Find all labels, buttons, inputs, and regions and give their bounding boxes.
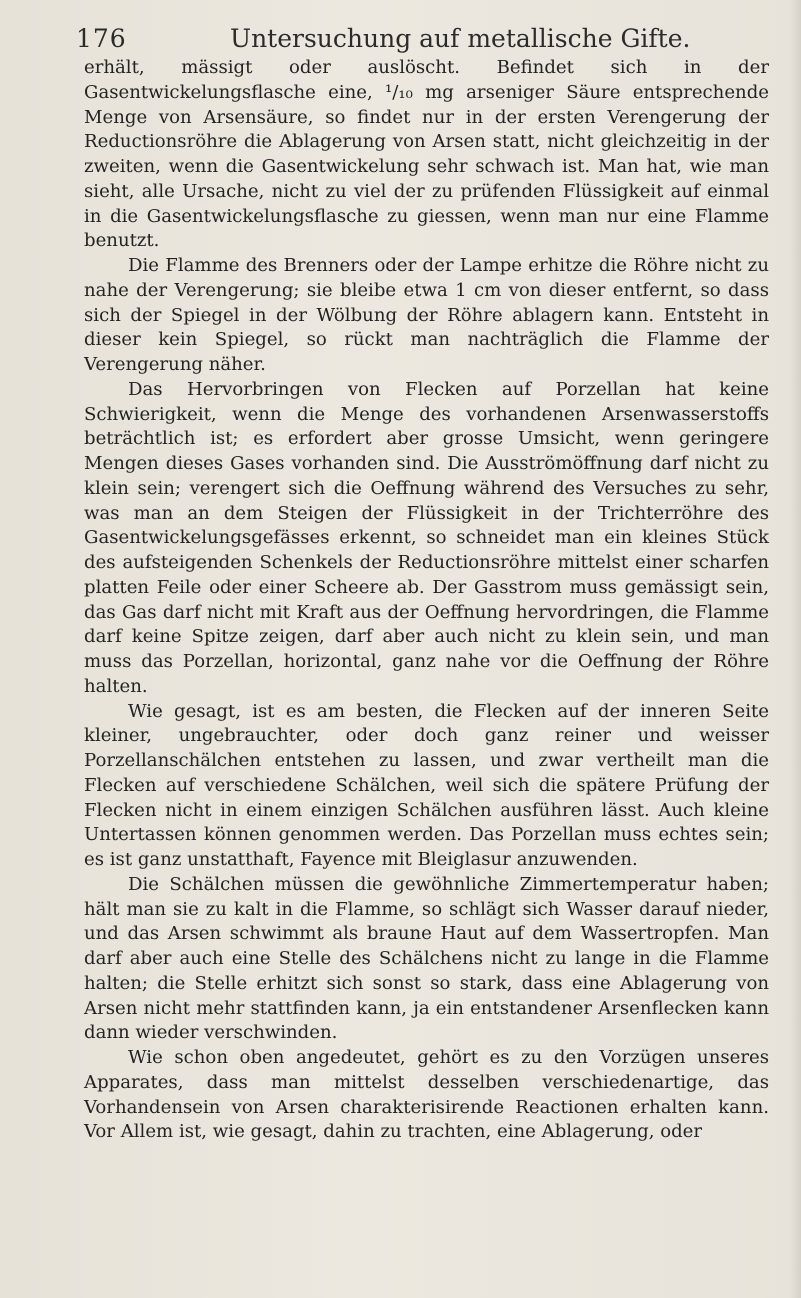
- paragraph: Die Schälchen müssen die gewöhnliche Zimmertemperatur haben; hält man sie zu kalt in die Flamme, so schlägt sich Wasser darauf nieder, und das Arsen schwimmt als braune Haut auf dem Wassertropfen. Man darf aber auch eine Stelle des Schälchens nicht zu lange in die Flamme halten; die Stelle erhitzt sich sonst so stark, dass eine Ablagerung von Arsen nicht mehr stattfinden kann, ja ein entstandener Arsenflecken kann dann wieder verschwinden.: [84, 873, 769, 1044]
- page-header: [52, 18, 752, 58]
- body-text: [84, 56, 769, 1145]
- paragraph: Wie schon oben angedeutet, gehört es zu den Vorzügen unseres Apparates, dass man mittelst desselben verschiedenartige, das Vorhandensein von Arsen charakterisirende Reactionen erhalten kann. Vor Allem ist, wie gesagt, dahin zu trachten, eine Ablagerung, oder: [84, 1047, 769, 1143]
- page-number: 176: [76, 24, 127, 53]
- paragraph: Die Flamme des Brenners oder der Lampe erhitze die Röhre nicht zu nahe der Verengerung; sie bleibe etwa 1 cm von dieser entfernt, so dass sich der Spiegel in der Wölbung der Röhre ablagern kann. Entsteht in dieser kein Spiegel, so rückt man nachträglich die Flamme der Verengerung näher.: [84, 255, 769, 375]
- paragraph: erhält, mässigt oder auslöscht. Befindet sich in der Gasentwickelungsflasche eine, ¹/₁₀ mg arseniger Säure entsprechende Menge von Arsensäure, so findet nur in der ersten Verengerung der Reductionsröhre die Ablagerung von Arsen statt, nicht gleichzeitig in der zweiten, wenn die Gasentwickelung sehr schwach ist. Man hat, wie man sieht, alle Ursache, nicht zu viel der zu prüfenden Flüssigkeit auf einmal in die Gasentwickelungsflasche zu giessen, wenn man nur eine Flamme benutzt.: [84, 57, 769, 252]
- running-title: Untersuchung auf metallische Gifte.: [230, 24, 691, 53]
- paragraph: Das Hervorbringen von Flecken auf Porzellan hat keine Schwierigkeit, wenn die Menge des vorhandenen Arsenwasserstoffs beträchtlich ist; es erfordert aber grosse Umsicht, wenn geringere Mengen dieses Gases vorhanden sind. Die Ausströmöffnung darf nicht zu klein sein; verengert sich die Oeffnung während des Versuches zu sehr, was man an dem Steigen der Flüssigkeit in der Trichterröhre des Gasentwickelungsgefässes erkennt, so schneidet man ein kleines Stück des aufsteigenden Schenkels der Reductionsröhre mittelst einer scharfen platten Feile oder einer Scheere ab. Der Gasstrom muss gemässigt sein, das Gas darf nicht mit Kraft aus der Oeffnung hervordringen, die Flamme darf keine Spitze zeigen, darf aber auch nicht zu klein sein, und man muss das Porzellan, horizontal, ganz nahe vor die Oeffnung der Röhre halten.: [84, 378, 769, 697]
- page-edge-shadow: [789, 0, 801, 1298]
- paragraph: Wie gesagt, ist es am besten, die Flecken auf der inneren Seite kleiner, ungebrauchter, oder doch ganz reiner und weisser Porzellanschälchen entstehen zu lassen, und zwar vertheilt man die Flecken auf verschiedene Schälchen, weil sich die spätere Prüfung der Flecken nicht in einem einzigen Schälchen ausführen lässt. Auch kleine Untertassen können genommen werden. Das Porzellan muss echtes sein; es ist ganz unstatthaft, Fayence mit Bleiglasur anzuwenden.: [84, 700, 769, 870]
